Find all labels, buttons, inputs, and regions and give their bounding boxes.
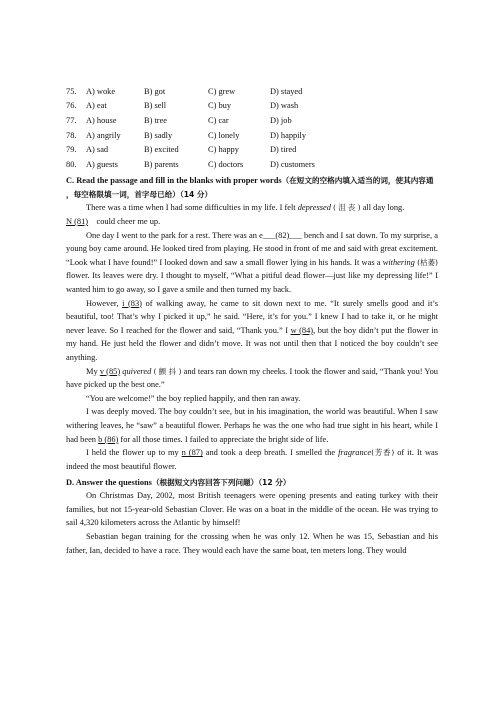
worksheet-page <box>66 84 438 557</box>
option-a: A) woke <box>86 86 116 96</box>
option-a: A) guests <box>86 159 118 169</box>
text-run: could cheer me up. <box>96 216 161 226</box>
question-number: 77. <box>66 115 77 125</box>
option-d: D) customers <box>270 159 315 169</box>
question-number: 79. <box>66 145 77 155</box>
option-c: C) lonely <box>208 130 240 140</box>
passage-c-paragraph-6 <box>66 405 438 446</box>
option-c: C) happy <box>208 145 239 155</box>
text-run: and took a deep breath. I smelled the <box>202 448 339 458</box>
option-b: B) parents <box>144 159 179 169</box>
text-run: One day I went to the park for a rest. There was an e___(82)___ bench and I sat down. To my surprise, a young boy came around. He looked tired from playing. He stood in front of me and said with great excitement. “Look what I have found!” I looked down and saw a small flower lying in his hands. It was a <box>66 230 438 267</box>
cn-gloss: ( 颤 抖 ) <box>153 366 182 376</box>
option-c: C) car <box>208 115 229 125</box>
text-run: of walking away, he came to sit down next to me. “It surely smells good and it’s beautiful, too! That’s why I picked it up,” he said. “Here, it’s for you.” I knew I had to take it, or he might never leave. So I reached for the flower and said, “Thank you.” I <box>66 298 439 335</box>
text-run: I was deeply moved. The boy couldn’t see, but in his imagination, the world was beautiful. When I saw withering leaves, he “saw” a beautiful flower. Perhaps he was the one who had true sight in his heart, while I had been <box>66 407 438 444</box>
blank-83: i (83) <box>122 298 142 308</box>
cn-gloss: (芳香) <box>371 448 395 458</box>
text-run: for all those times. I failed to appreciate the bright side of life. <box>118 434 329 444</box>
passage-c-paragraph-5: “You are welcome!” the boy replied happily, and then ran away. <box>86 393 301 403</box>
option-c: C) grew <box>208 86 236 96</box>
text-run: , but the boy didn’t put the flower in my hand. He just held the flower and didn’t move. It was not until then that I noticed the boy couldn’t see anything. <box>66 325 438 363</box>
option-b: B) excited <box>144 145 179 155</box>
option-a: A) house <box>86 115 117 125</box>
blank-81: N (81) <box>66 216 89 226</box>
option-d: D) happily <box>270 130 307 140</box>
passage-c-paragraph-7 <box>66 446 438 473</box>
italic-word: depressed <box>297 203 331 213</box>
option-a: A) angrily <box>86 130 121 140</box>
option-b: B) got <box>144 86 166 96</box>
option-row <box>66 157 438 172</box>
text-run: My <box>86 366 100 376</box>
passage-d-paragraph-2: Sebastian began training for the crossing when he was only 12. When he was 15, Sebastian and his father, Ian, decided to have a race. They would each have the same boat, ten meters long. They would <box>66 531 438 555</box>
option-a: A) sad <box>86 145 109 155</box>
italic-word: fragrance <box>338 448 372 458</box>
passage-c-paragraph-1-cont <box>66 215 438 229</box>
passage-c-paragraph-3 <box>66 297 438 365</box>
italic-word: withering <box>382 257 415 267</box>
options-table <box>66 84 438 172</box>
text-run: and tears ran down my cheeks. I took the flower and said, “Thank you! You have picked up the best one.” <box>66 366 438 390</box>
option-b: B) sadly <box>144 130 173 140</box>
option-row <box>66 143 438 158</box>
option-row <box>66 84 438 99</box>
question-number: 75. <box>66 86 77 96</box>
option-a: A) eat <box>86 101 107 111</box>
option-row <box>66 128 438 143</box>
question-number: 78. <box>66 130 77 140</box>
blank-84: w (84) <box>290 325 314 335</box>
option-d: D) job <box>270 115 292 125</box>
option-b: B) tree <box>144 115 168 125</box>
blank-87: n (87) <box>181 448 203 458</box>
option-c: C) doctors <box>208 159 244 169</box>
text-run: of it. It was indeed the most beautiful flower. <box>66 448 438 471</box>
italic-word: quivered <box>122 366 152 376</box>
text-run: I held the flower up to my <box>86 448 182 458</box>
option-row <box>66 113 438 128</box>
blank-85: v (85) <box>99 366 121 376</box>
passage-c-paragraph-4 <box>66 365 438 392</box>
passage-c-paragraph-2 <box>66 229 438 297</box>
section-c-heading-cn: （在短文的空格内填入适当的词，使其内容通 ，每空格限填一词，首字母已给）（14 分） <box>66 176 434 199</box>
option-c: C) buy <box>208 101 232 111</box>
cn-gloss: (枯萎) <box>417 257 439 267</box>
section-c-heading-en: C. Read the passage and fill in the blanks with proper words <box>66 176 282 186</box>
blank-86: b (86) <box>98 434 119 444</box>
section-d-heading-en: D. Answer the questions <box>66 477 152 487</box>
option-b: B) sell <box>144 101 167 111</box>
section-d-heading <box>66 476 438 490</box>
section-d-heading-cn: （根据短文内容回答下列问题）（12 分） <box>151 477 291 487</box>
cn-gloss: ( 沮 丧 ) <box>333 203 361 213</box>
text-run: However, <box>86 298 123 308</box>
passage-c-paragraph-1 <box>66 201 438 215</box>
passage-d-paragraph-1: On Christmas Day, 2002, most British teenagers were opening presents and eating turkey with their families, but not 15-year-old Sebastian Clover. He was on a boat in the middle of the ocean. He was trying to sail 4,320 kilometers across the Atlantic by himself! <box>66 491 438 528</box>
option-d: D) wash <box>270 101 299 111</box>
option-d: D) tired <box>270 145 297 155</box>
question-number: 76. <box>66 101 77 111</box>
option-d: D) stayed <box>270 86 303 96</box>
option-row <box>66 99 438 114</box>
text-run: There was a time when I had some difficulties in my life. I felt <box>86 203 298 213</box>
text-run: all day long. <box>360 203 405 213</box>
question-number: 80. <box>66 159 77 169</box>
section-c-heading <box>66 174 438 201</box>
text-run: flower. Its leaves were dry. I thought to myself, “What a pitiful dead flower—just like my depressing life!” I wanted him to go away, so I gave a smile and then turned my back. <box>66 271 438 294</box>
